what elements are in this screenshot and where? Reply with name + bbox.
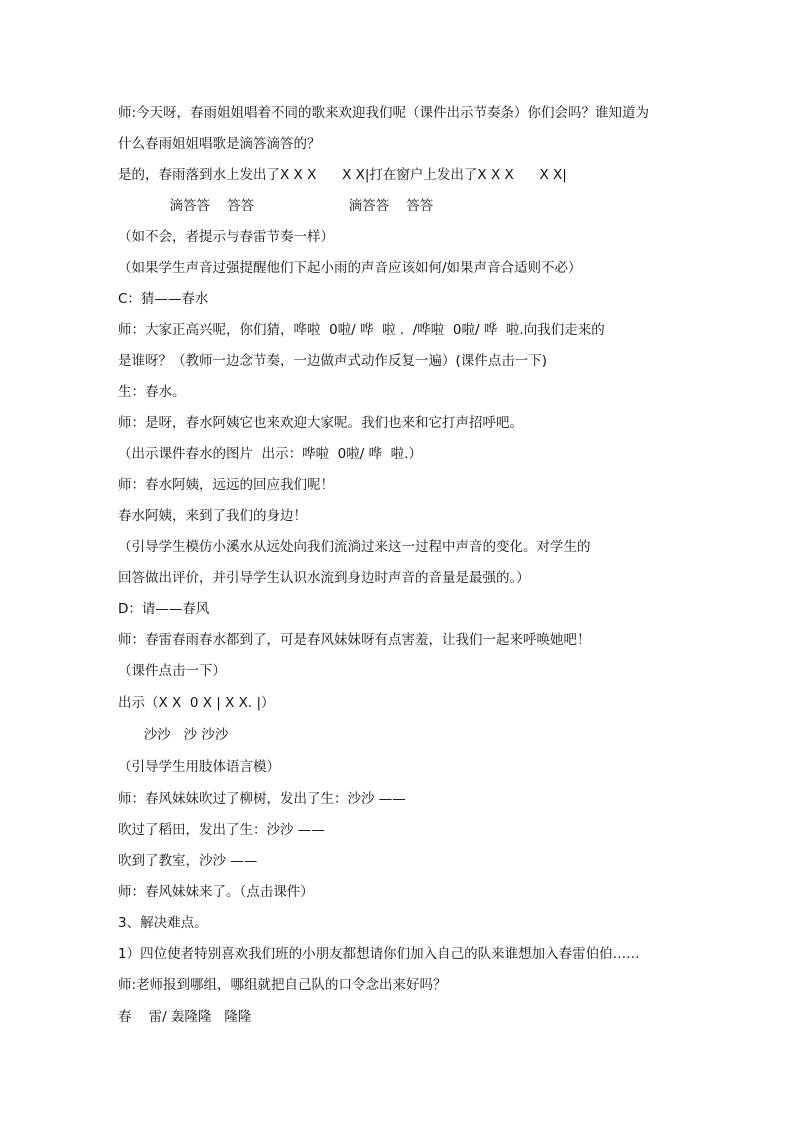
text-line: （引导学生用肢体语言模） xyxy=(118,759,280,775)
text-line: 师:今天呀，春雨姐姐唱着不同的歌来欢迎我们呢（课件出示节奏条）你们会吗？谁知道为 xyxy=(118,105,650,121)
text-line: 3、解决难点。 xyxy=(118,915,208,931)
text-line: 师：是呀，春水阿姨它也来欢迎大家呢。我们也来和它打声招呼吧。 xyxy=(118,415,523,431)
text-line: 出示（X X 0 X | X X. |） xyxy=(118,695,275,711)
text-line: 1）四位使者特别喜欢我们班的小朋友都想请你们加入自己的队来谁想加入春雷伯伯…… xyxy=(118,946,640,962)
text-line: 回答做出评价，并引导学生认识水流到身边时声音的音量是最强的。） xyxy=(118,570,530,586)
text-line: （出示课件春水的图片 出示：哗啦 0啦/ 哗 啦.） xyxy=(118,446,422,462)
text-line: 吹过了稻田，发出了生：沙沙 —— xyxy=(118,822,325,838)
text-line: 春 雷/ 轰隆隆 隆隆 xyxy=(118,1009,252,1025)
text-line: 师：大家正高兴呢，你们猜，哗啦 0啦/ 哗 啦 . /哗啦 0啦/ 哗 啦.向我们走来的 xyxy=(118,322,605,338)
text-line: 生：春水。 xyxy=(118,384,186,400)
text-line: （课件点击一下） xyxy=(118,663,226,679)
text-line: 师:老师报到哪组，哪组就把自己队的口令念出来好吗？ xyxy=(118,977,447,993)
text-line: 滴答答 答答 滴答答 答答 xyxy=(118,198,434,214)
text-line: 吹到了教室，沙沙 —— xyxy=(118,853,258,869)
text-line: （如果学生声音过强提醒他们下起小雨的声音应该如何/如果声音合适则不必） xyxy=(118,260,582,276)
text-line: 师：春风妹妹吹过了柳树，发出了生：沙沙 —— xyxy=(118,791,406,807)
text-line: D：请——春风 xyxy=(118,601,210,617)
text-line: 春水阿姨，来到了我们的身边！ xyxy=(118,508,307,524)
text-line: 师：春水阿姨，远远的回应我们呢！ xyxy=(118,477,334,493)
text-line: 师：春雷春雨春水都到了，可是春风妹妹呀有点害羞，让我们一起来呼唤她吧！ xyxy=(118,632,591,648)
text-line: 是谁呀？（教师一边念节奏，一边做声式动作反复一遍）(课件点击一下) xyxy=(118,353,548,369)
text-line: 沙沙 沙 沙沙 xyxy=(118,727,229,743)
text-line: 是的，春雨落到水上发出了X X X X X|打在窗户上发出了X X X X X| xyxy=(118,167,567,183)
text-line: （引导学生模仿小溪水从远处向我们流淌过来这一过程中声音的变化。对学生的 xyxy=(118,539,591,555)
text-line: （如不会，者提示与春雷节奏一样） xyxy=(118,229,334,245)
text-line: 什么春雨姐姐唱歌是滴答滴答的？ xyxy=(118,136,321,152)
text-line: C：猜——春水 xyxy=(118,291,209,307)
text-line: 师：春风妹妹来了。（点击课件） xyxy=(118,884,314,900)
